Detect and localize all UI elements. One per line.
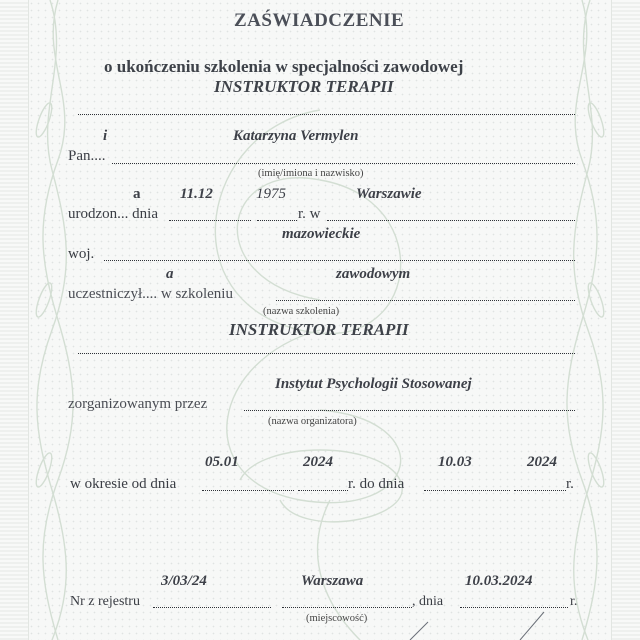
name-value: Katarzyna Vermylen — [233, 128, 359, 144]
birth-year-value: 1975 — [256, 186, 286, 202]
name-label: Pan.... — [68, 148, 106, 164]
period-from-date-value: 05.01 — [205, 454, 239, 470]
name-hint: (imię/imiona i nazwisko) — [258, 168, 364, 179]
birth-r-w-label: r. w — [298, 206, 321, 222]
registry-date-value: 10.03.2024 — [465, 573, 533, 589]
birth-label: urodzon... dnia — [68, 206, 158, 222]
period-end-r-label: r. — [566, 476, 574, 492]
organizer-label: zorganizowanym przez — [68, 396, 208, 412]
registry-dnia-label: , dnia — [412, 594, 444, 609]
registry-number-value: 3/03/24 — [161, 573, 207, 589]
registry-r-label: r. — [570, 594, 578, 609]
registry-label: Nr z rejestru — [70, 594, 140, 609]
training-label: uczestniczył.... w szkoleniu — [68, 286, 233, 302]
period-from-label: w okresie od dnia — [70, 476, 177, 492]
period-to-year-value: 2024 — [527, 454, 557, 470]
voivodeship-value: mazowieckie — [282, 226, 361, 242]
organizer-hint: (nazwa organizatora) — [268, 416, 357, 427]
period-from-year-value: 2024 — [303, 454, 333, 470]
registry-place-value: Warszawa — [301, 573, 364, 589]
certificate-subtitle: o ukończeniu szkolenia w specjalności zawodowej — [104, 57, 464, 76]
training-value-line2: INSTRUKTOR TERAPII — [229, 320, 409, 339]
training-gender-suffix: a — [166, 266, 174, 282]
specialty-heading: INSTRUKTOR TERAPII — [214, 77, 394, 96]
training-hint: (nazwa szkolenia) — [263, 306, 340, 317]
registry-place-hint: (miejscowość) — [306, 613, 368, 624]
organizer-value: Instytut Psychologii Stosowanej — [275, 376, 472, 392]
certificate-title: ZAŚWIADCZENIE — [234, 10, 405, 31]
birth-date-value: 11.12 — [180, 186, 213, 202]
birth-place-value: Warszawie — [356, 186, 422, 202]
voivodeship-label: woj. — [68, 246, 95, 262]
birth-gender-suffix: a — [133, 186, 141, 202]
period-to-date-value: 10.03 — [438, 454, 472, 470]
period-to-label: r. do dnia — [348, 476, 405, 492]
name-gender-suffix: i — [103, 128, 108, 144]
training-value: zawodowym — [336, 266, 411, 282]
